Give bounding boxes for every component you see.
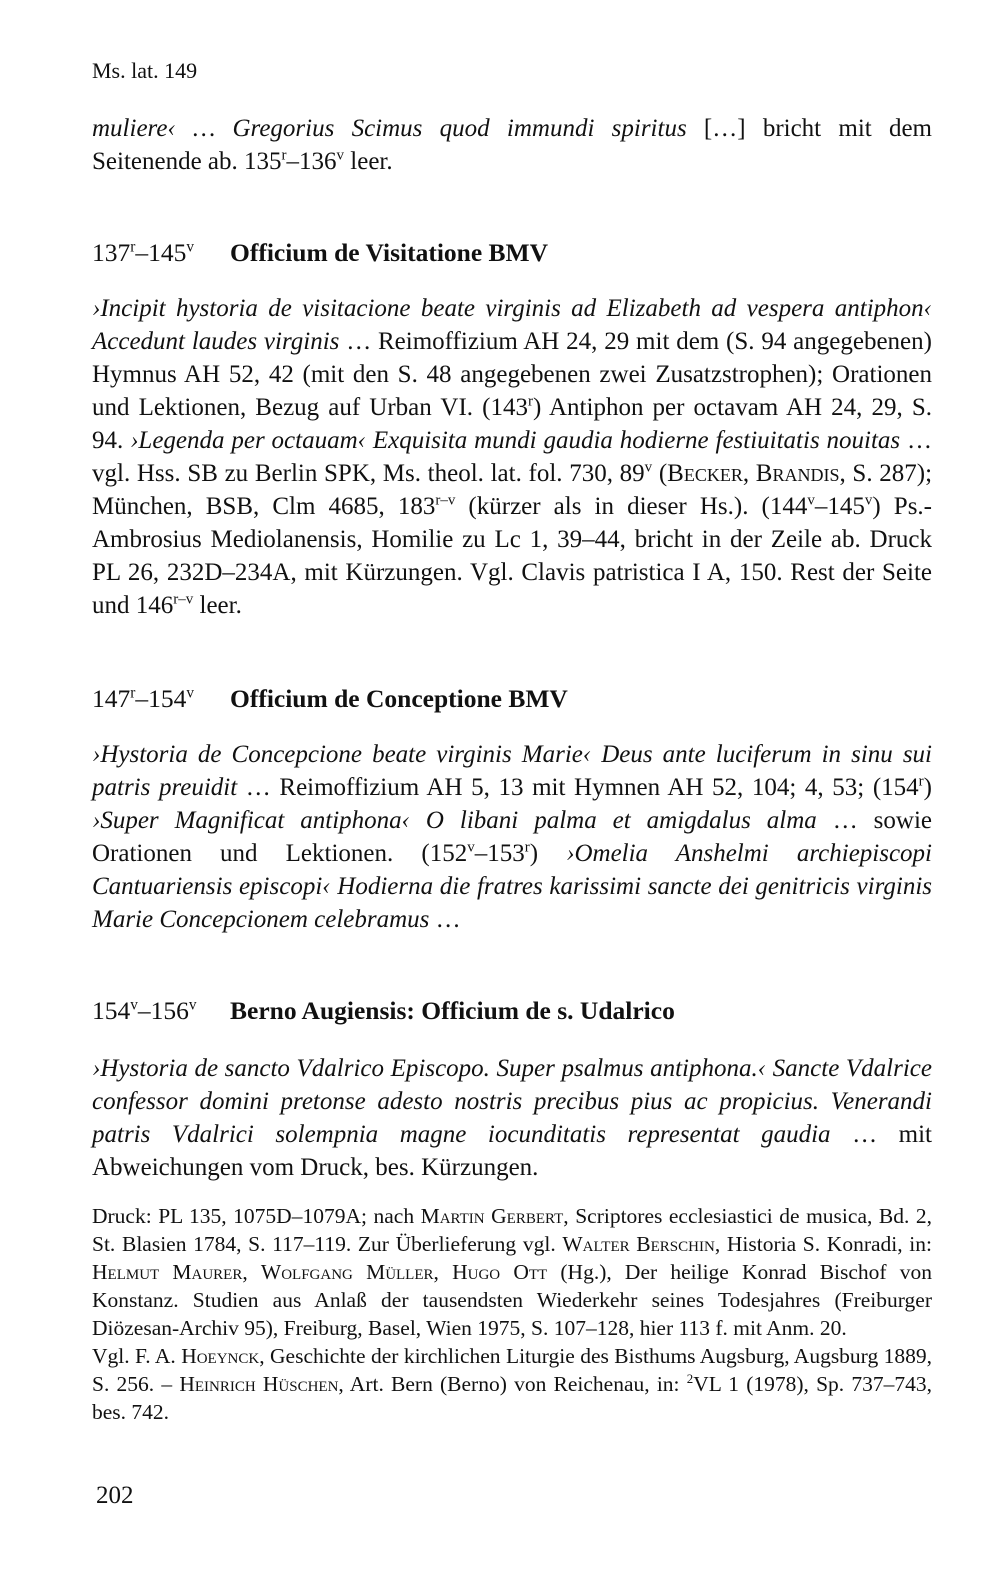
entry-heading <box>92 684 568 714</box>
entry-body: ›Hystoria de sancto Vdalrico Episcopo. Super psalmus antiphona.‹ Sancte Vdalrice confessor domini pretonse adesto nostris precibus pius ac propicius. Venerandi patris Vdalrici solempnia magne iocunditatis representat gaudia … mit Abweichungen vom Druck, bes. Kürzungen. <box>92 1055 932 1181</box>
intro-text: –136 <box>286 148 337 175</box>
intro-sup: v <box>336 147 345 164</box>
intro-text: […] bricht mit dem Seitenende ab. 135 <box>92 115 932 175</box>
entry-heading <box>92 996 675 1026</box>
intro-paragraph <box>92 112 932 178</box>
entry-title: Berno Augiensis: Officium de s. Udalrico <box>230 996 675 1025</box>
note-paragraph: Druck: PL 135, 1075D–1079A; nach Martin Gerbert, Scriptores ecclesiastici de musica, Bd. 2, St. Blasien 1784, S. 117–119. Zur Überlieferung vgl. Walter Berschin, Historia S. Konradi, in: Helmut Maurer, Wolfgang Müller, Hugo Ott (Hg.), Der heilige Konrad Bischof von Konstanz. Studien aus Anlaß der tausendsten Wiederkehr seines Todesjahres (Freiburger Diözesan-Archiv 95), Freiburg, Basel, Wien 1975, S. 107–128, hier 113 f. mit Anm. 20. <box>92 1204 933 1340</box>
entry-body: ›Incipit hystoria de visitacione beate virginis ad Elizabeth ad vespera antiphon‹ Accedunt laudes virginis … Reimoffizium AH 24, 29 mit dem (S. 94 angegebenen) Hymnus AH 52, 42 (mit den S. 48 angegebenen zwei Zusatzstrophen); Orationen und Lektionen, Bezug auf Urban VI. (143$^r$) Antiphon per octavam AH 24, 29, S. 94. ›Legenda per octauam‹ Exquisita mundi gaudia hodierne festiuitatis nouitas … vgl. Hss. SB zu Berlin SPK, Ms. theol. lat. fol. 730, 89$^v$ (Becker, Brandis, S. 287); München, BSB, Clm 4685, 183$^{r-v}$ (kürzer als in dieser Hs.). (144$^v$–145$^v$) Ps.-Ambrosius Mediolanensis, Homilie zu Lc 1, 39–44, bricht in der Zeile ab. Druck PL 26, 232D–234A, mit Kürzungen. Vgl. Clavis patristica I A, 150. Rest der Seite und 146$^{r-v}$ leer. <box>92 295 933 619</box>
entry-title: Officium de Conceptione BMV <box>230 684 568 713</box>
entry-heading <box>92 238 548 268</box>
entry-body: ›Hystoria de Concepcione beate virginis Marie‹ Deus ante luciferum in sinu sui patris preuidit … Reimoffizium AH 5, 13 mit Hymnen AH 52, 104; 4, 53; (154$^r$) ›Super Magnificat antiphona‹ O libani palma et amigdalus alma … sowie Orationen und Lektionen. (152$^v$–153$^r$) ›Omelia Anshelmi archiepiscopi Cantuariensis episcopi‹ Hodierna die fratres karissimi sancte dei genitricis virginis Marie Concepcionem celebramus … <box>92 741 933 933</box>
entry-folio: 137$^r$–145$^v$ <box>92 238 195 267</box>
running-head: Ms. lat. 149 <box>92 58 198 83</box>
intro-italic: muliere‹ … Gregorius Scimus quod immundi spiritus <box>92 115 687 142</box>
entry-folio: 154$^v$–156$^v$ <box>92 996 197 1025</box>
page-number: 202 <box>96 1482 134 1509</box>
intro-text: leer. <box>344 148 393 175</box>
entry-folio: 147$^r$–154$^v$ <box>92 684 195 713</box>
entry-title: Officium de Visitatione BMV <box>230 238 549 267</box>
intro-sup: r <box>281 147 287 164</box>
note-paragraph: Vgl. F. A. Hoeynck, Geschichte der kirchlichen Liturgie des Bisthums Augsburg, Augsburg 1889, S. 256. – Heinrich Hüschen, Art. Bern (Berno) von Reichenau, in: $^2$VL 1 (1978), Sp. 737–743, bes. 742. <box>92 1344 932 1424</box>
bibliographic-notes <box>92 1202 932 1426</box>
